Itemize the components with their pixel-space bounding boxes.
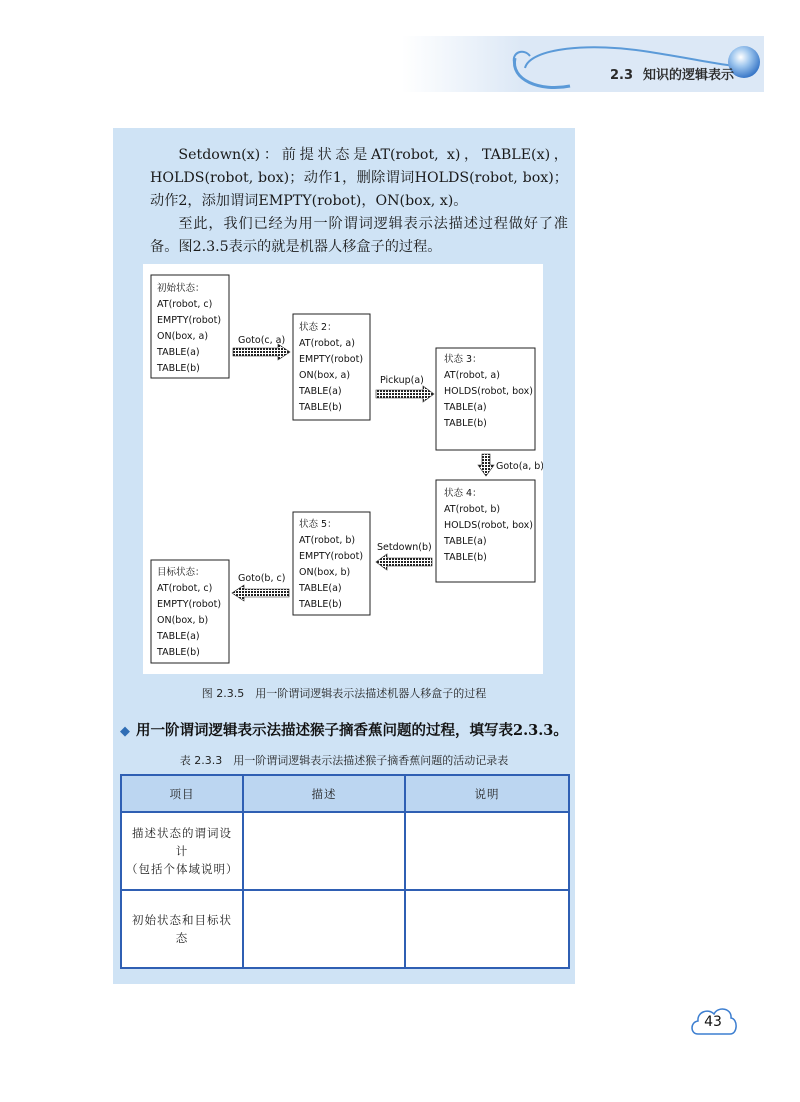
activity-task xyxy=(120,719,568,740)
figure-caption: 图 2.3.5 用一阶谓词逻辑表示法描述机器人移盒子的过程 xyxy=(201,687,487,700)
action-label: Setdown(b) xyxy=(377,542,432,553)
table-cell-description[interactable] xyxy=(243,890,405,968)
state-3-line: HOLDS(robot, box) xyxy=(444,386,533,397)
paragraph-intro-figure: 至此，我们已经为用一阶谓词逻辑表示法描述过程做好了准备。图2.3.5表示的就是机器人移盒子的过程。 xyxy=(150,216,568,255)
table-header-cell: 说明 xyxy=(405,775,569,812)
activity-task-text: 用一阶谓词逻辑表示法描述猴子摘香蕉问题的过程，填写表2.3.3。 xyxy=(136,722,568,739)
table-row xyxy=(121,890,569,968)
state-goal-line: ON(box, b) xyxy=(157,615,209,626)
state-goal-line: TABLE(a) xyxy=(157,631,200,642)
state-4-line: TABLE(a) xyxy=(444,536,487,547)
process-diagram xyxy=(143,264,543,674)
state-2-line: AT(robot, a) xyxy=(299,338,355,349)
state-goal-line: AT(robot, c) xyxy=(157,583,213,594)
table-caption: 表 2.3.3 用一阶谓词逻辑表示法描述猴子摘香蕉问题的活动记录表 xyxy=(179,754,509,767)
action-label: Goto(c, a) xyxy=(238,335,286,346)
state-initial-line: TABLE(a) xyxy=(157,347,200,358)
action-label: Pickup(a) xyxy=(380,375,424,386)
state-3-title: 状态 3： xyxy=(444,354,482,365)
table-header-row xyxy=(121,775,569,812)
table-header-cell: 项目 xyxy=(121,775,243,812)
activity-record-table xyxy=(120,774,570,969)
table-cell-item-line: 描述状态的谓词设计 xyxy=(132,826,232,858)
state-3-line: TABLE(a) xyxy=(444,402,487,413)
state-2-line: TABLE(a) xyxy=(299,386,342,397)
state-4-title: 状态 4： xyxy=(444,488,482,499)
state-5-line: ON(box, b) xyxy=(299,567,351,578)
header-section-title: 知识的逻辑表示 xyxy=(643,68,735,83)
table-header-cell: 描述 xyxy=(243,775,405,812)
state-2-line: EMPTY(robot) xyxy=(299,354,364,365)
paragraph-setdown: Setdown(x)：前提状态是AT(robot, x)，TABLE(x)，HOLDS(robot, box)；动作1，删除谓词HOLDS(robot, box)；动作2，添加谓词EMPTY(robot)，ON(box, x)。 xyxy=(150,147,568,209)
state-4-line: TABLE(b) xyxy=(444,552,487,563)
table-cell-item: 初始状态和目标状态 xyxy=(121,890,243,968)
state-initial-line: ON(box, a) xyxy=(157,331,209,342)
table-cell-description[interactable] xyxy=(243,812,405,890)
state-3-line: AT(robot, a) xyxy=(444,370,500,381)
state-2-line: ON(box, a) xyxy=(299,370,351,381)
state-initial-line: EMPTY(robot) xyxy=(157,315,222,326)
state-5-line: AT(robot, b) xyxy=(299,535,356,546)
arrow-goto-a-b-icon xyxy=(478,454,494,476)
state-5-line: EMPTY(robot) xyxy=(299,551,364,562)
state-3-line: TABLE(b) xyxy=(444,418,487,429)
state-initial-line: TABLE(b) xyxy=(157,363,200,374)
state-5-title: 状态 5： xyxy=(299,519,337,530)
table-cell-item-line: （包括个体域说明） xyxy=(126,862,239,876)
diamond-bullet-icon: ◆ xyxy=(120,724,130,739)
state-5-line: TABLE(b) xyxy=(299,599,342,610)
header-section-number: 2.3 xyxy=(610,68,634,83)
state-4-line: HOLDS(robot, box) xyxy=(444,520,533,531)
table-row xyxy=(121,812,569,890)
arrow-pickup-a-icon xyxy=(376,386,434,402)
table-cell-item xyxy=(121,812,243,890)
state-2-line: TABLE(b) xyxy=(299,402,342,413)
arrow-goto-c-a-icon xyxy=(233,344,290,360)
state-4-line: AT(robot, b) xyxy=(444,504,501,515)
state-initial-title: 初始状态： xyxy=(157,283,205,294)
table-cell-note[interactable] xyxy=(405,890,569,968)
state-initial-line: AT(robot, c) xyxy=(157,299,213,310)
body-text xyxy=(150,144,568,259)
arrow-goto-b-c-icon xyxy=(232,585,289,601)
state-goal-line: TABLE(b) xyxy=(157,647,200,658)
state-goal-line: EMPTY(robot) xyxy=(157,599,222,610)
action-label: Goto(b, c) xyxy=(238,573,286,584)
page-number: 43 xyxy=(704,1014,722,1030)
state-goal-title: 目标状态： xyxy=(157,567,205,578)
state-5-line: TABLE(a) xyxy=(299,583,342,594)
header-section xyxy=(610,64,734,83)
action-label: Goto(a, b) xyxy=(496,461,543,472)
table-cell-note[interactable] xyxy=(405,812,569,890)
state-2-title: 状态 2： xyxy=(299,322,337,333)
arrow-setdown-b-icon xyxy=(376,554,432,570)
